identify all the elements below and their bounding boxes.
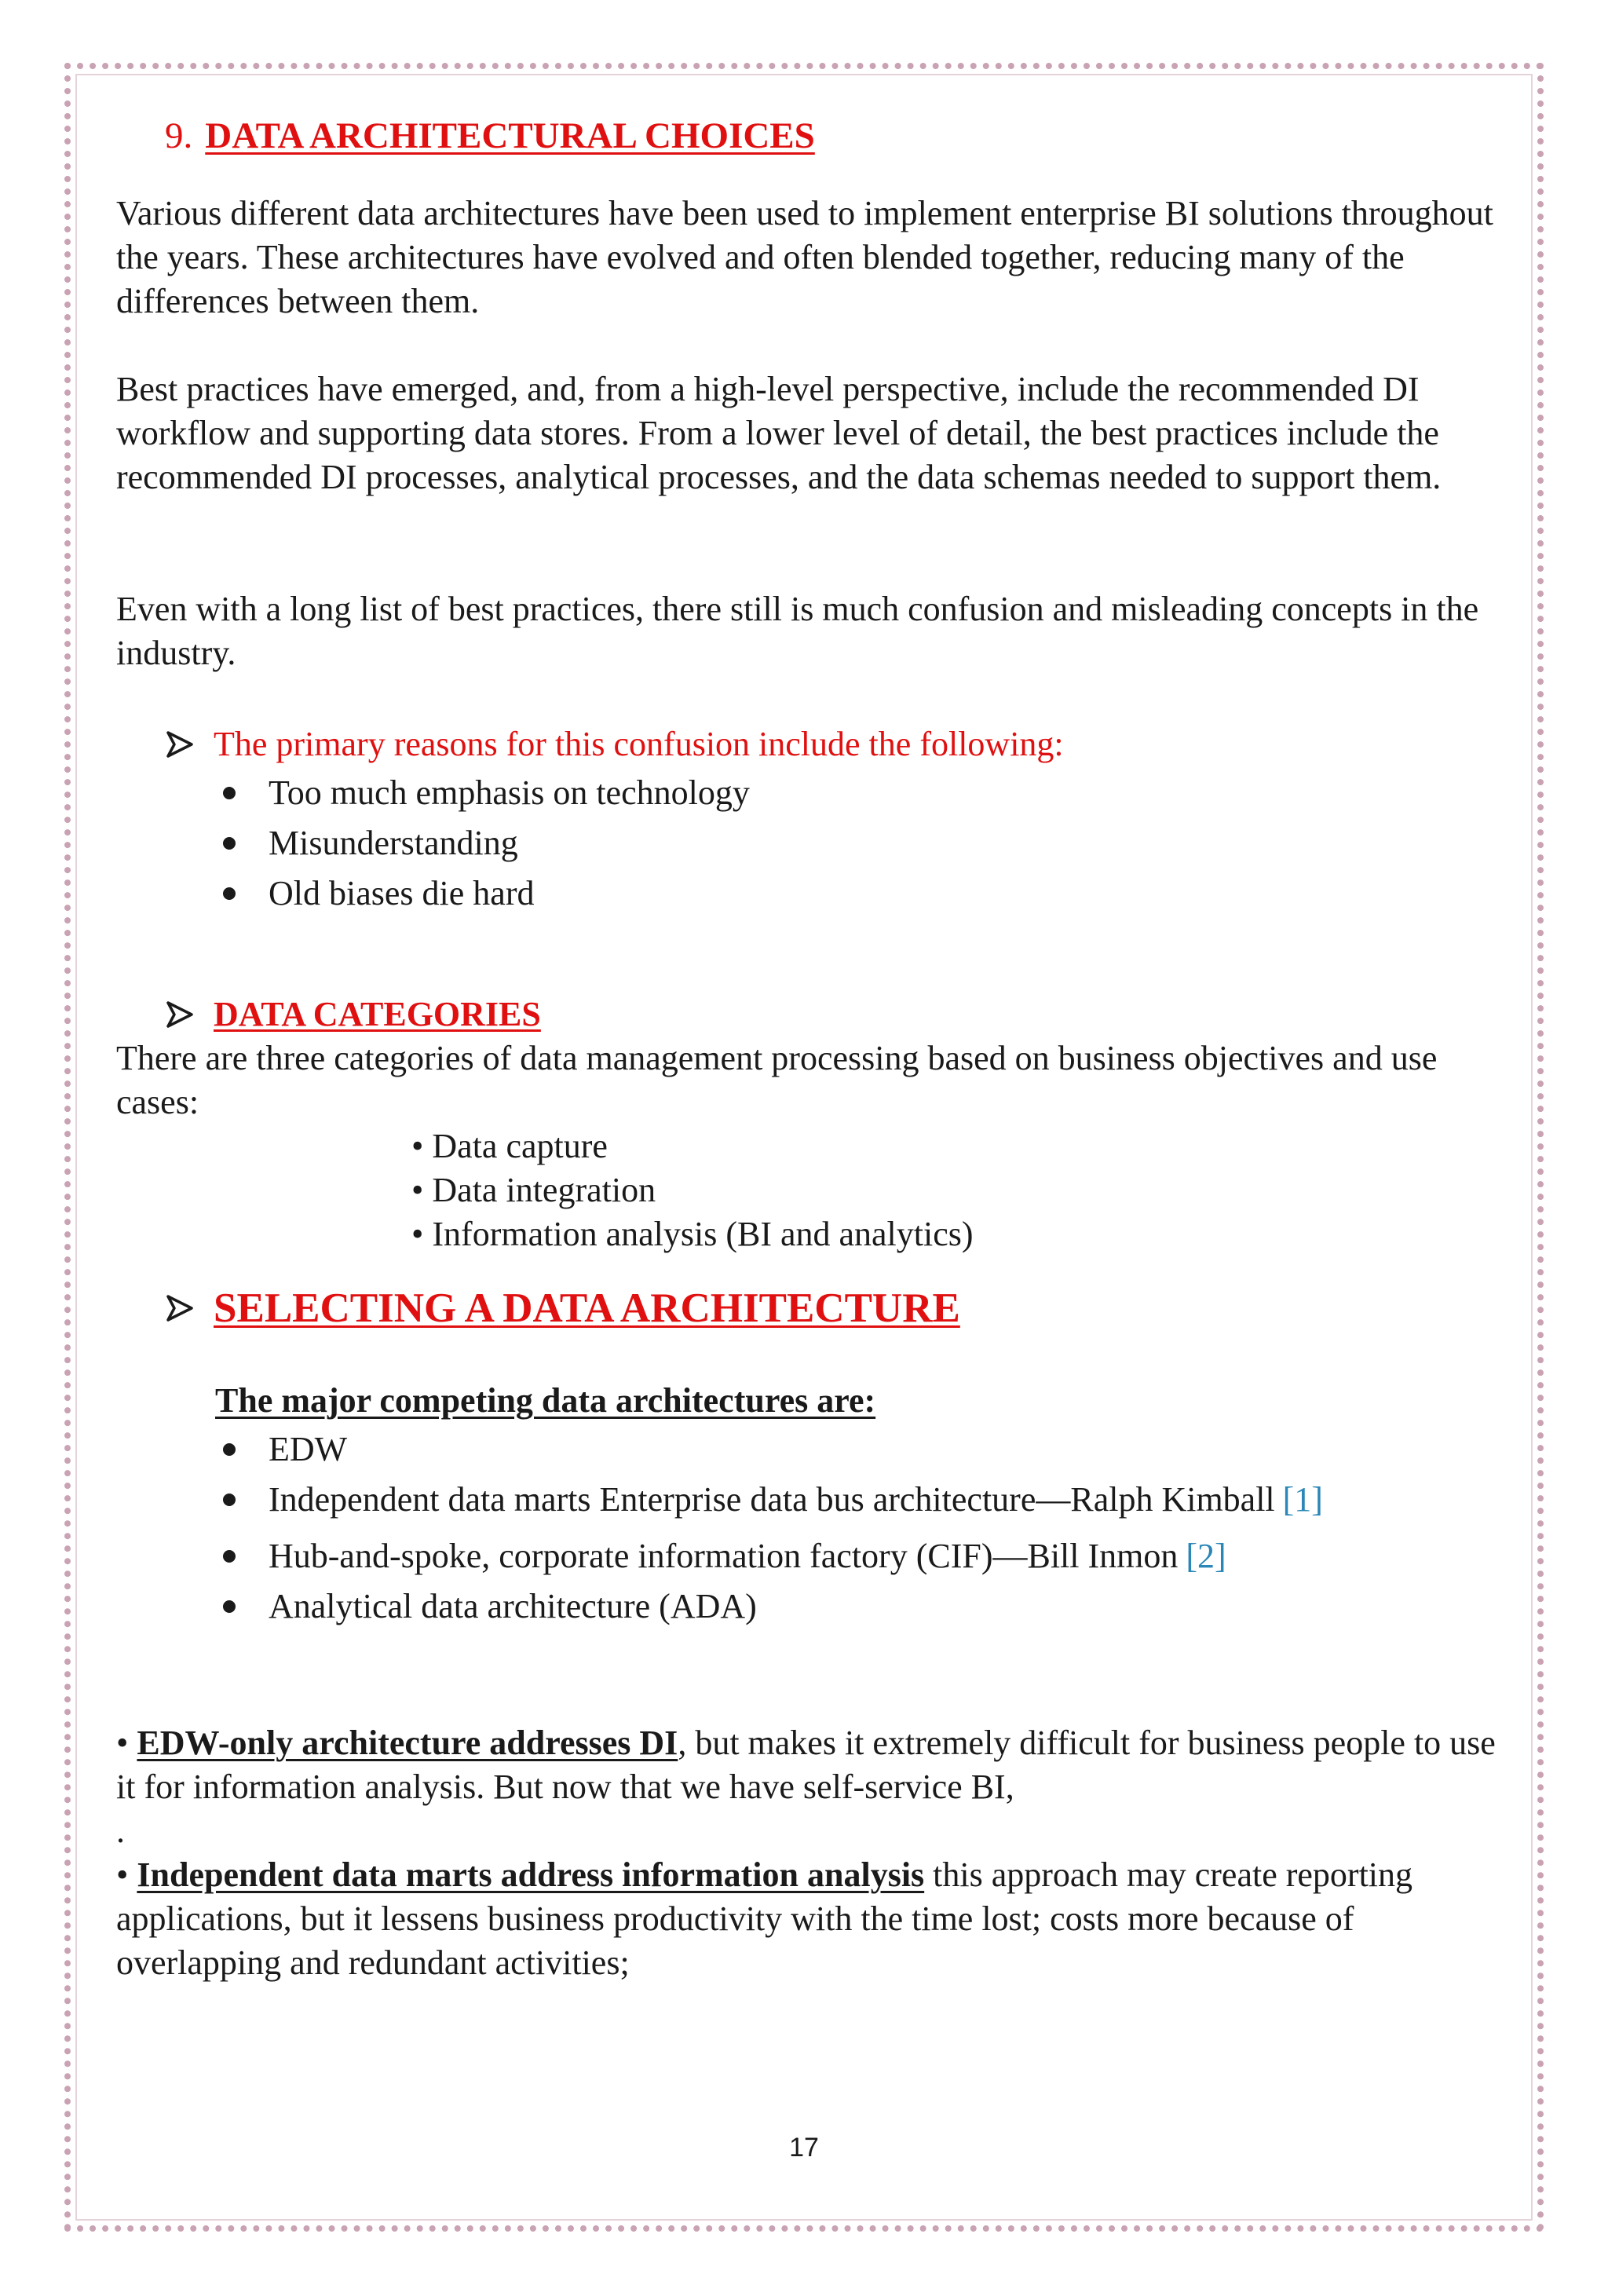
reference-link[interactable]: [2] [1186,1537,1226,1575]
selecting-heading-text: SELECTING A DATA ARCHITECTURE [214,1285,960,1331]
section-number: 9. [165,115,193,156]
section-title: DATA ARCHITECTURAL CHOICES [205,115,815,156]
list-item: Hub-and-spoke, corporate information factory (CIF)—Bill Inmon [2] [217,1536,1226,1576]
reference-link[interactable]: [1] [1282,1480,1323,1519]
list-item: EDW [217,1429,347,1469]
categories-intro: There are three categories of data management processing based on business objectives and use cases: [116,1039,1438,1121]
arrow-bullet-icon [165,1294,195,1322]
categories-list [411,1124,974,1256]
list-item: Too much emphasis on technology [217,773,750,813]
list-item: Old biases die hard [217,873,534,913]
list-item: Independent data marts Enterprise data bus architecture—Ralph Kimball [1] [217,1479,1323,1519]
page-number: 17 [789,2133,819,2163]
bullet-dot-icon [223,887,236,900]
marts-note: • Independent data marts address information analysis this approach may create reporting applications, but it lessens business productivity with the time lost; costs more because of overlapping and redundant activities; [116,1855,1413,1982]
edw-note: • EDW-only architecture addresses DI, but makes it extremely difficult for business people to use it for information analysis. But now that we have self-service BI, [116,1724,1496,1806]
arrow-bullet-icon [165,730,195,759]
bullet-dot-icon [223,1493,236,1506]
note-separator: . [116,1812,125,1850]
paragraph-3: Even with a long list of best practices, there still is much confusion and misleading concepts in the industry. [116,590,1479,672]
list-item: • Data integration [411,1171,656,1209]
bullet-dot-icon [223,787,236,799]
categories-heading-text: DATA CATEGORIES [214,995,541,1033]
paragraph-1: Various different data architectures have been used to implement enterprise BI solutions throughout the years. These architectures have evolved and often blended together, reducing many of the differences between them. [116,194,1493,320]
list-item: • Information analysis (BI and analytics) [411,1215,974,1253]
bullet-dot-icon [223,837,236,850]
list-item: Misunderstanding [217,823,518,863]
confusion-heading-text: The primary reasons for this confusion include the following: [214,725,1064,763]
categories-heading [165,993,541,1036]
list-item: • Data capture [411,1127,608,1165]
arrow-bullet-icon [165,1000,195,1029]
bullet-dot-icon [223,1550,236,1563]
marts-note-bold: Independent data marts address information analysis [137,1855,925,1894]
confusion-heading [165,722,1064,766]
bullet-dot-icon [223,1443,236,1456]
selecting-heading [165,1286,960,1330]
section-heading [165,115,815,157]
edw-note-bold: EDW-only architecture addresses DI [137,1724,678,1762]
list-item: Analytical data architecture (ADA) [217,1586,757,1626]
bullet-dot-icon [223,1600,236,1613]
architectures-subheading: The major competing data architectures are: [215,1381,876,1420]
paragraph-2: Best practices have emerged, and, from a high-level perspective, include the recommended DI workflow and supporting data stores. From a lower level of detail, the best practices include the recommended DI processes, analytical processes, and the data schemas needed to support them. [116,370,1442,496]
